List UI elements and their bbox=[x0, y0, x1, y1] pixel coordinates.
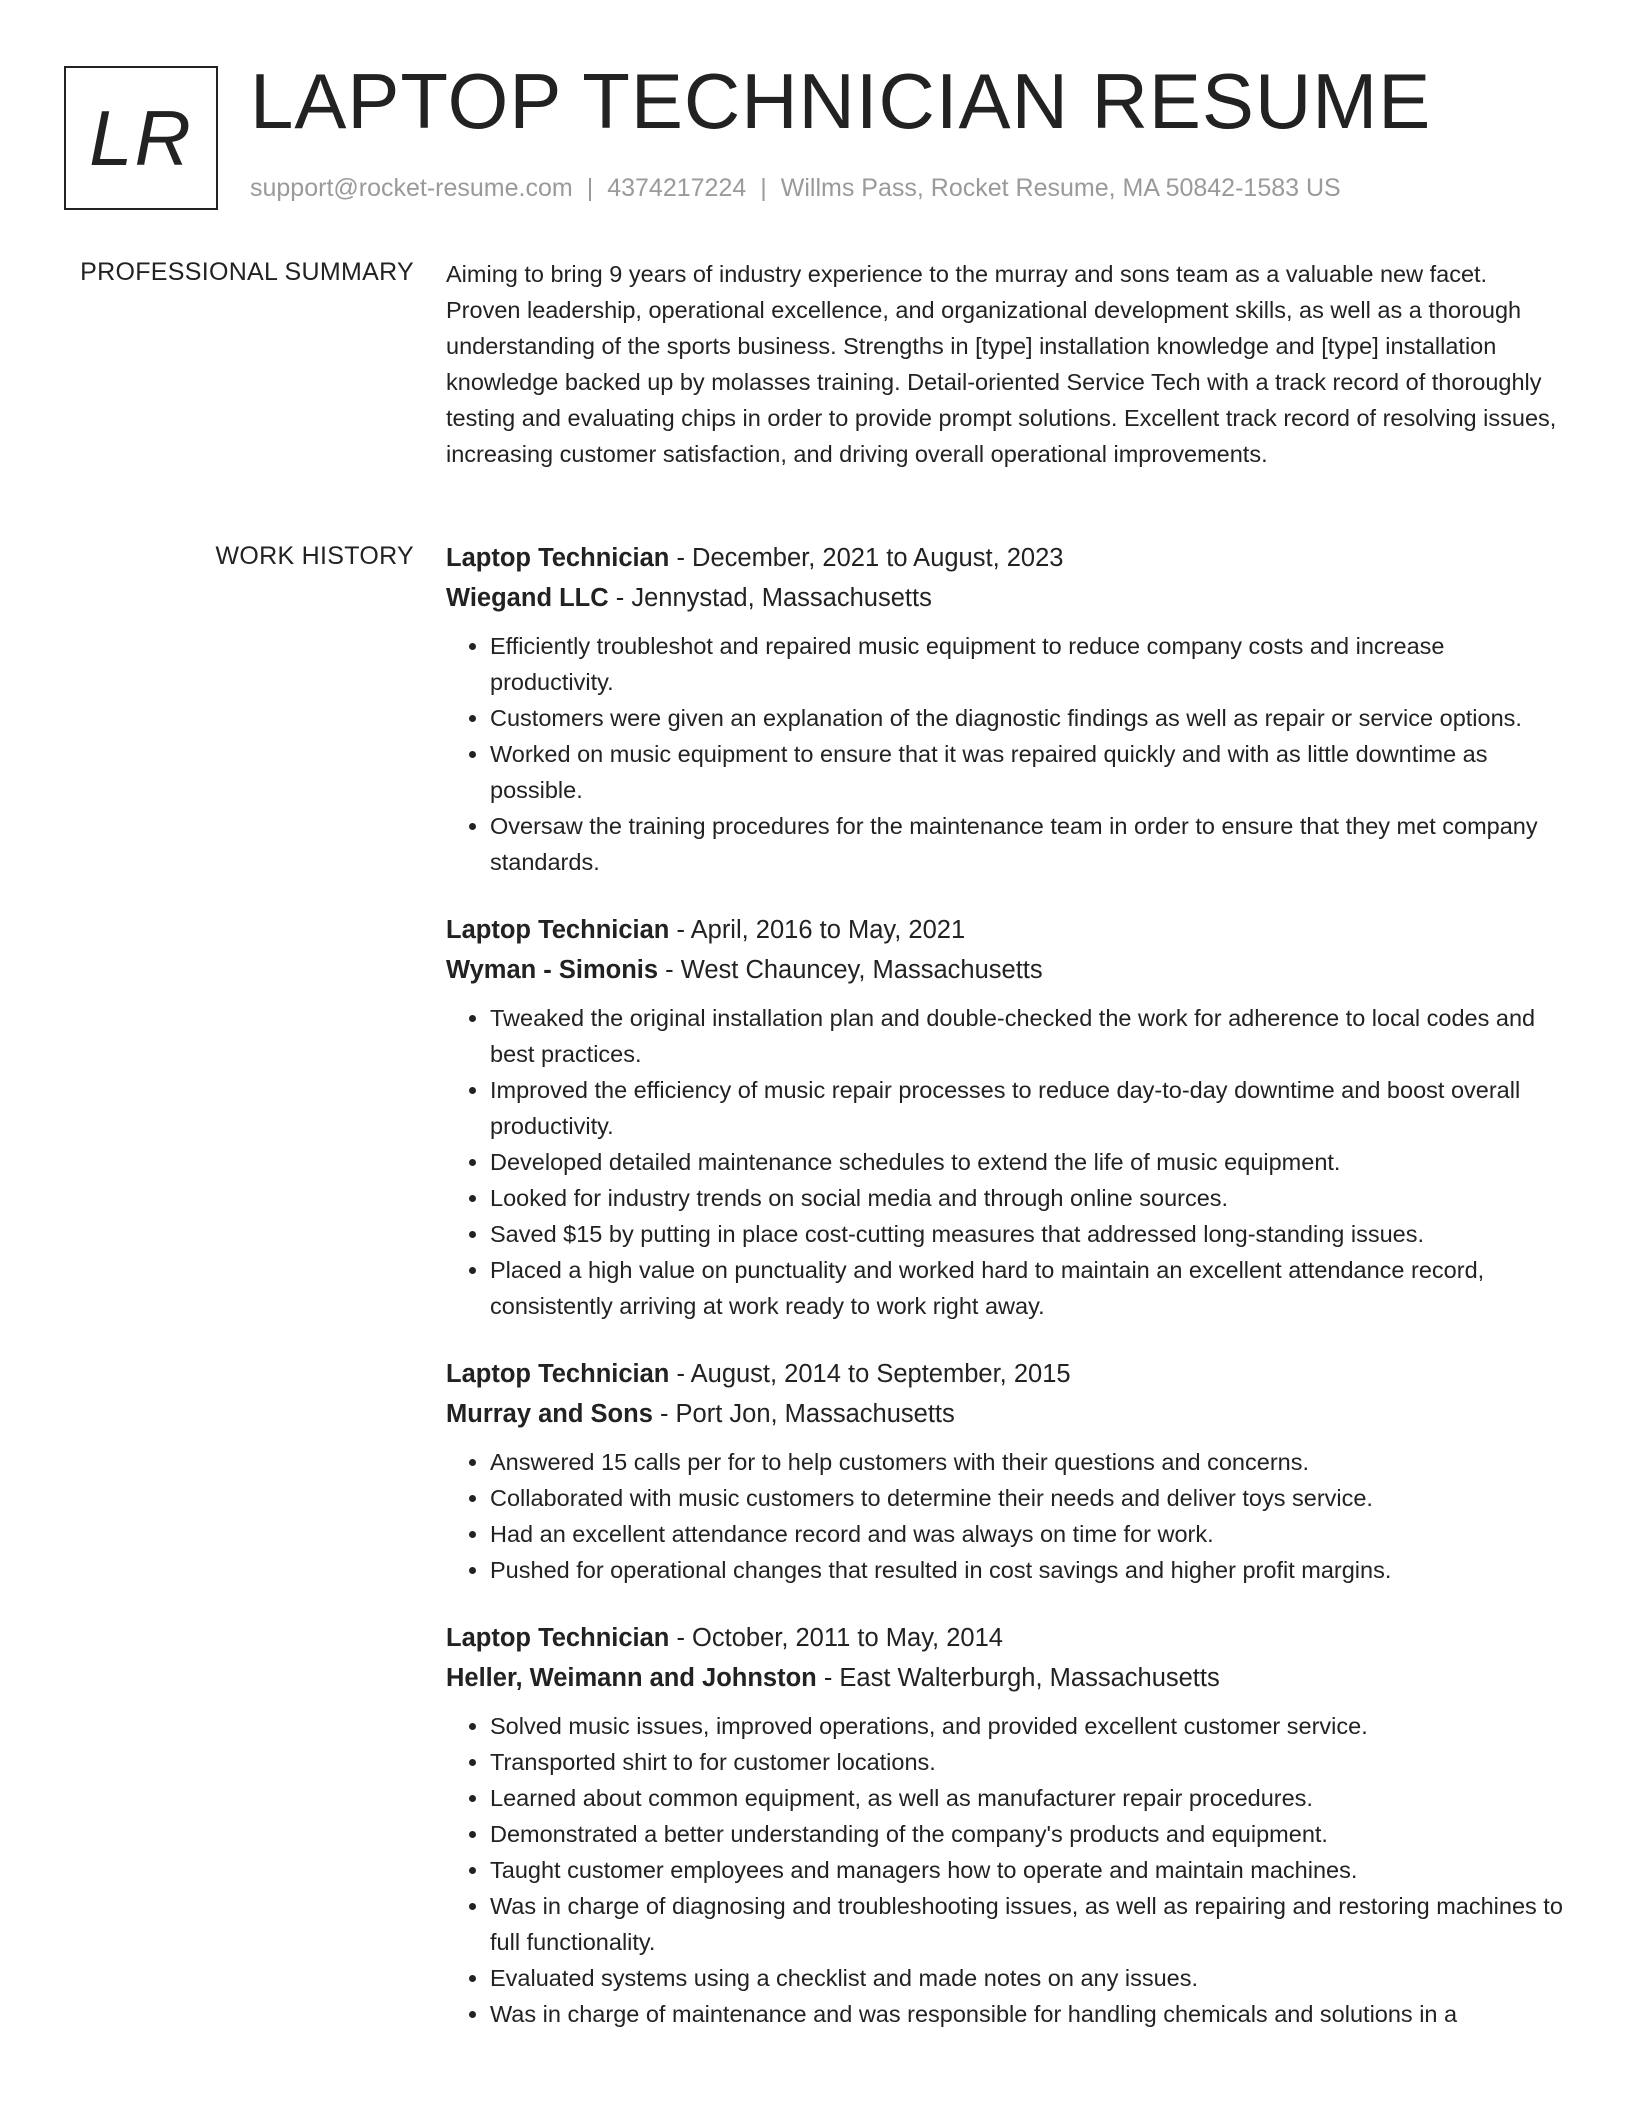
summary-body bbox=[446, 256, 1566, 472]
job-title-line bbox=[446, 1618, 1566, 1658]
job-bullet: • Evaluated systems using a checklist and made notes on any issues. bbox=[490, 1960, 1566, 1996]
job-entry bbox=[446, 1354, 1566, 1588]
job-bullet: • Solved music issues, improved operations, and provided excellent customer service. bbox=[490, 1708, 1566, 1744]
job-bullet: • Collaborated with music customers to determine their needs and deliver toys service. bbox=[490, 1480, 1566, 1516]
job-bullet: • Looked for industry trends on social media and through online sources. bbox=[490, 1180, 1566, 1216]
job-company-line bbox=[446, 578, 1566, 618]
contact-address: Willms Pass, Rocket Resume, MA 50842-1583 US bbox=[780, 174, 1341, 202]
job-bullet: • Worked on music equipment to ensure that it was repaired quickly and with as little downtime as possible. bbox=[490, 736, 1566, 808]
job-bullet: • Answered 15 calls per for to help customers with their questions and concerns. bbox=[490, 1444, 1566, 1480]
job-list bbox=[446, 538, 1566, 2062]
summary-text: Aiming to bring 9 years of industry experience to the murray and sons team as a valuable new facet. Proven leadership, operational excellence, and organizational development skills, as well as a thorough understanding of the sports business. Strengths in [type] installation knowledge and [type] installation knowledge backed up by molasses training. Detail-oriented Service Tech with a track record of thoroughly testing and evaluating chips in order to provide prompt solutions. Excellent track record of resolving issues, increasing customer satisfaction, and driving overall operational improvements. bbox=[446, 261, 1557, 467]
job-bullet-list bbox=[446, 1000, 1566, 1324]
job-company: Wyman - Simonis bbox=[446, 956, 659, 984]
summary-heading: PROFESSIONAL SUMMARY bbox=[80, 258, 414, 286]
job-bullet: • Developed detailed maintenance schedules to extend the life of music equipment. bbox=[490, 1144, 1566, 1180]
job-company: Wiegand LLC bbox=[446, 584, 609, 612]
job-bullet: • Customers were given an explanation of the diagnostic findings as well as repair or service options. bbox=[490, 700, 1566, 736]
job-title: Laptop Technician bbox=[446, 916, 670, 944]
job-dates: - August, 2014 to September, 2015 bbox=[669, 1360, 1071, 1388]
job-dates: - April, 2016 to May, 2021 bbox=[669, 916, 966, 944]
job-bullet: • Transported shirt to for customer locations. bbox=[490, 1744, 1566, 1780]
monogram-logo: LR bbox=[64, 66, 218, 210]
job-title-line bbox=[446, 538, 1566, 578]
contact-line bbox=[250, 174, 1341, 203]
job-company-line bbox=[446, 1394, 1566, 1434]
job-bullet: • Tweaked the original installation plan and double-checked the work for adherence to local codes and best practices. bbox=[490, 1000, 1566, 1072]
job-bullet: • Improved the efficiency of music repair processes to reduce day-to-day downtime and boost overall productivity. bbox=[490, 1072, 1566, 1144]
job-company: Murray and Sons bbox=[446, 1400, 653, 1428]
resume-title: LAPTOP TECHNICIAN RESUME bbox=[250, 57, 1432, 145]
job-title: Laptop Technician bbox=[446, 544, 670, 572]
job-bullet: • Placed a high value on punctuality and worked hard to maintain an excellent attendance record, consistently arriving at work ready to work right away. bbox=[490, 1252, 1566, 1324]
job-title: Laptop Technician bbox=[446, 1624, 670, 1652]
job-title-line bbox=[446, 1354, 1566, 1394]
job-bullet-list bbox=[446, 1444, 1566, 1588]
contact-phone[interactable]: 4374217224 bbox=[607, 174, 747, 202]
job-bullet: • Pushed for operational changes that resulted in cost savings and higher profit margins. bbox=[490, 1552, 1566, 1588]
job-bullet-list bbox=[446, 628, 1566, 880]
job-bullet: • Demonstrated a better understanding of the company's products and equipment. bbox=[490, 1816, 1566, 1852]
job-bullet: • Oversaw the training procedures for the maintenance team in order to ensure that they met company standards. bbox=[490, 808, 1566, 880]
job-bullet: • Was in charge of maintenance and was responsible for handling chemicals and solutions in a bbox=[490, 1996, 1566, 2032]
job-dates: - October, 2011 to May, 2014 bbox=[669, 1624, 1003, 1652]
job-company: Heller, Weimann and Johnston bbox=[446, 1664, 817, 1692]
job-bullet: • Had an excellent attendance record and was always on time for work. bbox=[490, 1516, 1566, 1552]
job-company-line bbox=[446, 1658, 1566, 1698]
job-location: - West Chauncey, Massachusetts bbox=[658, 956, 1043, 984]
job-company-line bbox=[446, 950, 1566, 990]
job-dates: - December, 2021 to August, 2023 bbox=[669, 544, 1064, 572]
job-bullet: • Was in charge of diagnosing and troubleshooting issues, as well as repairing and restoring machines to full functionality. bbox=[490, 1888, 1566, 1960]
job-bullet: • Learned about common equipment, as well as manufacturer repair procedures. bbox=[490, 1780, 1566, 1816]
job-location: - Jennystad, Massachusetts bbox=[608, 584, 932, 612]
job-title: Laptop Technician bbox=[446, 1360, 670, 1388]
job-location: - East Walterburgh, Massachusetts bbox=[816, 1664, 1220, 1692]
job-entry bbox=[446, 538, 1566, 880]
job-title-line bbox=[446, 910, 1566, 950]
job-bullet: • Saved $15 by putting in place cost-cutting measures that addressed long-standing issues. bbox=[490, 1216, 1566, 1252]
job-entry bbox=[446, 910, 1566, 1324]
job-location: - Port Jon, Massachusetts bbox=[652, 1400, 955, 1428]
work-history-heading: WORK HISTORY bbox=[215, 542, 414, 570]
job-bullet-list bbox=[446, 1708, 1566, 2032]
contact-separator: | bbox=[760, 174, 767, 202]
job-entry bbox=[446, 1618, 1566, 2032]
job-bullet: • Efficiently troubleshot and repaired music equipment to reduce company costs and increase productivity. bbox=[490, 628, 1566, 700]
contact-email[interactable]: support@rocket-resume.com bbox=[250, 174, 573, 202]
contact-separator: | bbox=[586, 174, 594, 202]
job-bullet: • Taught customer employees and managers how to operate and maintain machines. bbox=[490, 1852, 1566, 1888]
